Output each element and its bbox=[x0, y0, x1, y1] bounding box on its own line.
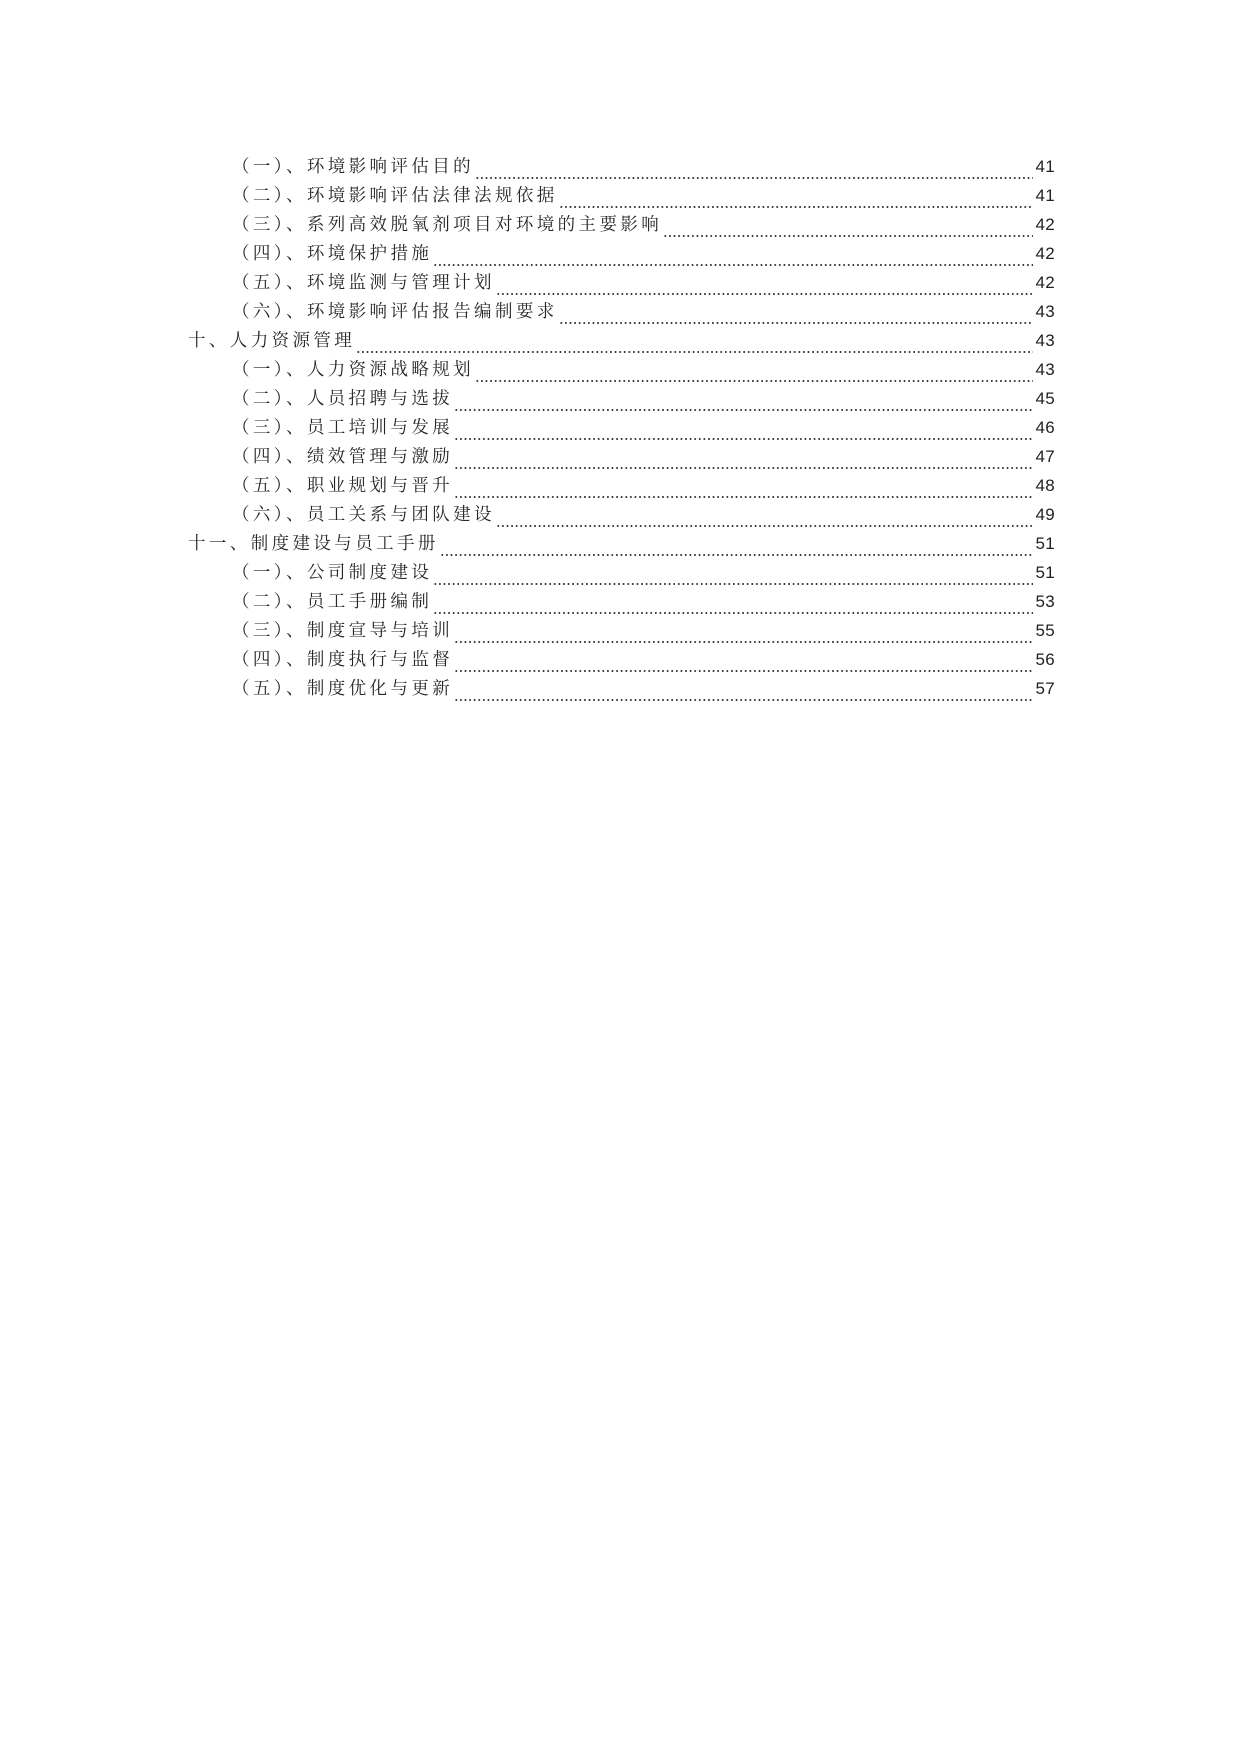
toc-entry-page-number: 41 bbox=[1035, 157, 1055, 176]
toc-entry[interactable] bbox=[232, 269, 1055, 297]
toc-entry[interactable] bbox=[232, 356, 1055, 384]
toc-entry-page-number: 42 bbox=[1035, 244, 1055, 263]
toc-entry[interactable] bbox=[232, 153, 1055, 181]
toc-entry[interactable] bbox=[232, 385, 1055, 413]
toc-entry-label: （三）、员工培训与发展 bbox=[232, 418, 454, 438]
dot-leader bbox=[496, 507, 1034, 529]
toc-entry-label: （三）、系列高效脱氧剂项目对环境的主要影响 bbox=[232, 215, 663, 235]
toc-entry-page-number: 51 bbox=[1035, 563, 1055, 582]
toc-entry-page-number: 48 bbox=[1035, 476, 1055, 495]
toc-entry-page-number: 55 bbox=[1035, 621, 1055, 640]
toc-entry-label: 十一、制度建设与员工手册 bbox=[188, 534, 439, 554]
toc-entry-page-number: 43 bbox=[1035, 331, 1055, 350]
toc-entry-page-number: 47 bbox=[1035, 447, 1055, 466]
dot-leader bbox=[559, 188, 1034, 210]
toc-entry[interactable] bbox=[232, 182, 1055, 210]
dot-leader bbox=[433, 246, 1033, 268]
dot-leader bbox=[440, 536, 1034, 558]
toc-entry-page-number: 43 bbox=[1035, 302, 1055, 321]
dot-leader bbox=[496, 275, 1034, 297]
toc-entry-label: （一）、人力资源战略规划 bbox=[232, 360, 475, 380]
toc-entry-page-number: 51 bbox=[1035, 534, 1055, 553]
toc-entry-label: （三）、制度宣导与培训 bbox=[232, 621, 454, 641]
dot-leader bbox=[454, 652, 1033, 674]
toc-entry[interactable] bbox=[232, 472, 1055, 500]
dot-leader bbox=[433, 565, 1033, 587]
dot-leader bbox=[356, 333, 1033, 355]
toc-entry-label: （二）、人员招聘与选拔 bbox=[232, 389, 454, 409]
toc-entry-label: （六）、员工关系与团队建设 bbox=[232, 505, 495, 525]
toc-entry-label: （四）、环境保护措施 bbox=[232, 244, 433, 264]
toc-chapter-entry[interactable] bbox=[188, 327, 1055, 355]
toc-entry[interactable] bbox=[232, 211, 1055, 239]
toc-entry-label: 十、人力资源管理 bbox=[188, 331, 356, 351]
toc-entry-label: （一）、环境影响评估目的 bbox=[232, 157, 475, 177]
toc-entry[interactable] bbox=[232, 588, 1055, 616]
dot-leader bbox=[433, 594, 1033, 616]
toc-entry-label: （二）、环境影响评估法律法规依据 bbox=[232, 186, 558, 206]
toc-entry-page-number: 46 bbox=[1035, 418, 1055, 437]
toc-entry-page-number: 57 bbox=[1035, 679, 1055, 698]
toc-entry-label: （二）、员工手册编制 bbox=[232, 592, 433, 612]
toc-entry-page-number: 56 bbox=[1035, 650, 1055, 669]
toc-entry-label: （五）、环境监测与管理计划 bbox=[232, 273, 495, 293]
toc-entry-label: （五）、职业规划与晋升 bbox=[232, 476, 454, 496]
dot-leader bbox=[454, 420, 1033, 442]
toc-entry-label: （一）、公司制度建设 bbox=[232, 563, 433, 583]
toc-entry-page-number: 41 bbox=[1035, 186, 1055, 205]
toc-entry-page-number: 43 bbox=[1035, 360, 1055, 379]
toc-entry-page-number: 53 bbox=[1035, 592, 1055, 611]
dot-leader bbox=[663, 217, 1033, 239]
toc-entry-label: （五）、制度优化与更新 bbox=[232, 679, 454, 699]
dot-leader bbox=[454, 391, 1033, 413]
toc-entry[interactable] bbox=[232, 501, 1055, 529]
dot-leader bbox=[454, 623, 1033, 645]
toc-entry-page-number: 42 bbox=[1035, 273, 1055, 292]
toc-entry[interactable] bbox=[232, 443, 1055, 471]
dot-leader bbox=[559, 304, 1034, 326]
dot-leader bbox=[454, 478, 1033, 500]
toc-entry-label: （四）、绩效管理与激励 bbox=[232, 447, 454, 467]
toc-entry[interactable] bbox=[232, 646, 1055, 674]
toc-entry-page-number: 49 bbox=[1035, 505, 1055, 524]
dot-leader bbox=[454, 449, 1033, 471]
dot-leader bbox=[454, 681, 1033, 703]
toc-entry[interactable] bbox=[232, 240, 1055, 268]
toc-entry[interactable] bbox=[232, 298, 1055, 326]
toc-entry[interactable] bbox=[232, 559, 1055, 587]
toc-entry[interactable] bbox=[232, 675, 1055, 703]
toc-entry[interactable] bbox=[232, 617, 1055, 645]
toc-chapter-entry[interactable] bbox=[188, 530, 1055, 558]
toc-entry-page-number: 42 bbox=[1035, 215, 1055, 234]
toc-entry-label: （四）、制度执行与监督 bbox=[232, 650, 454, 670]
toc-entry[interactable] bbox=[232, 414, 1055, 442]
toc-entry-page-number: 45 bbox=[1035, 389, 1055, 408]
toc-entry-label: （六）、环境影响评估报告编制要求 bbox=[232, 302, 558, 322]
dot-leader bbox=[475, 362, 1033, 384]
dot-leader bbox=[475, 159, 1033, 181]
